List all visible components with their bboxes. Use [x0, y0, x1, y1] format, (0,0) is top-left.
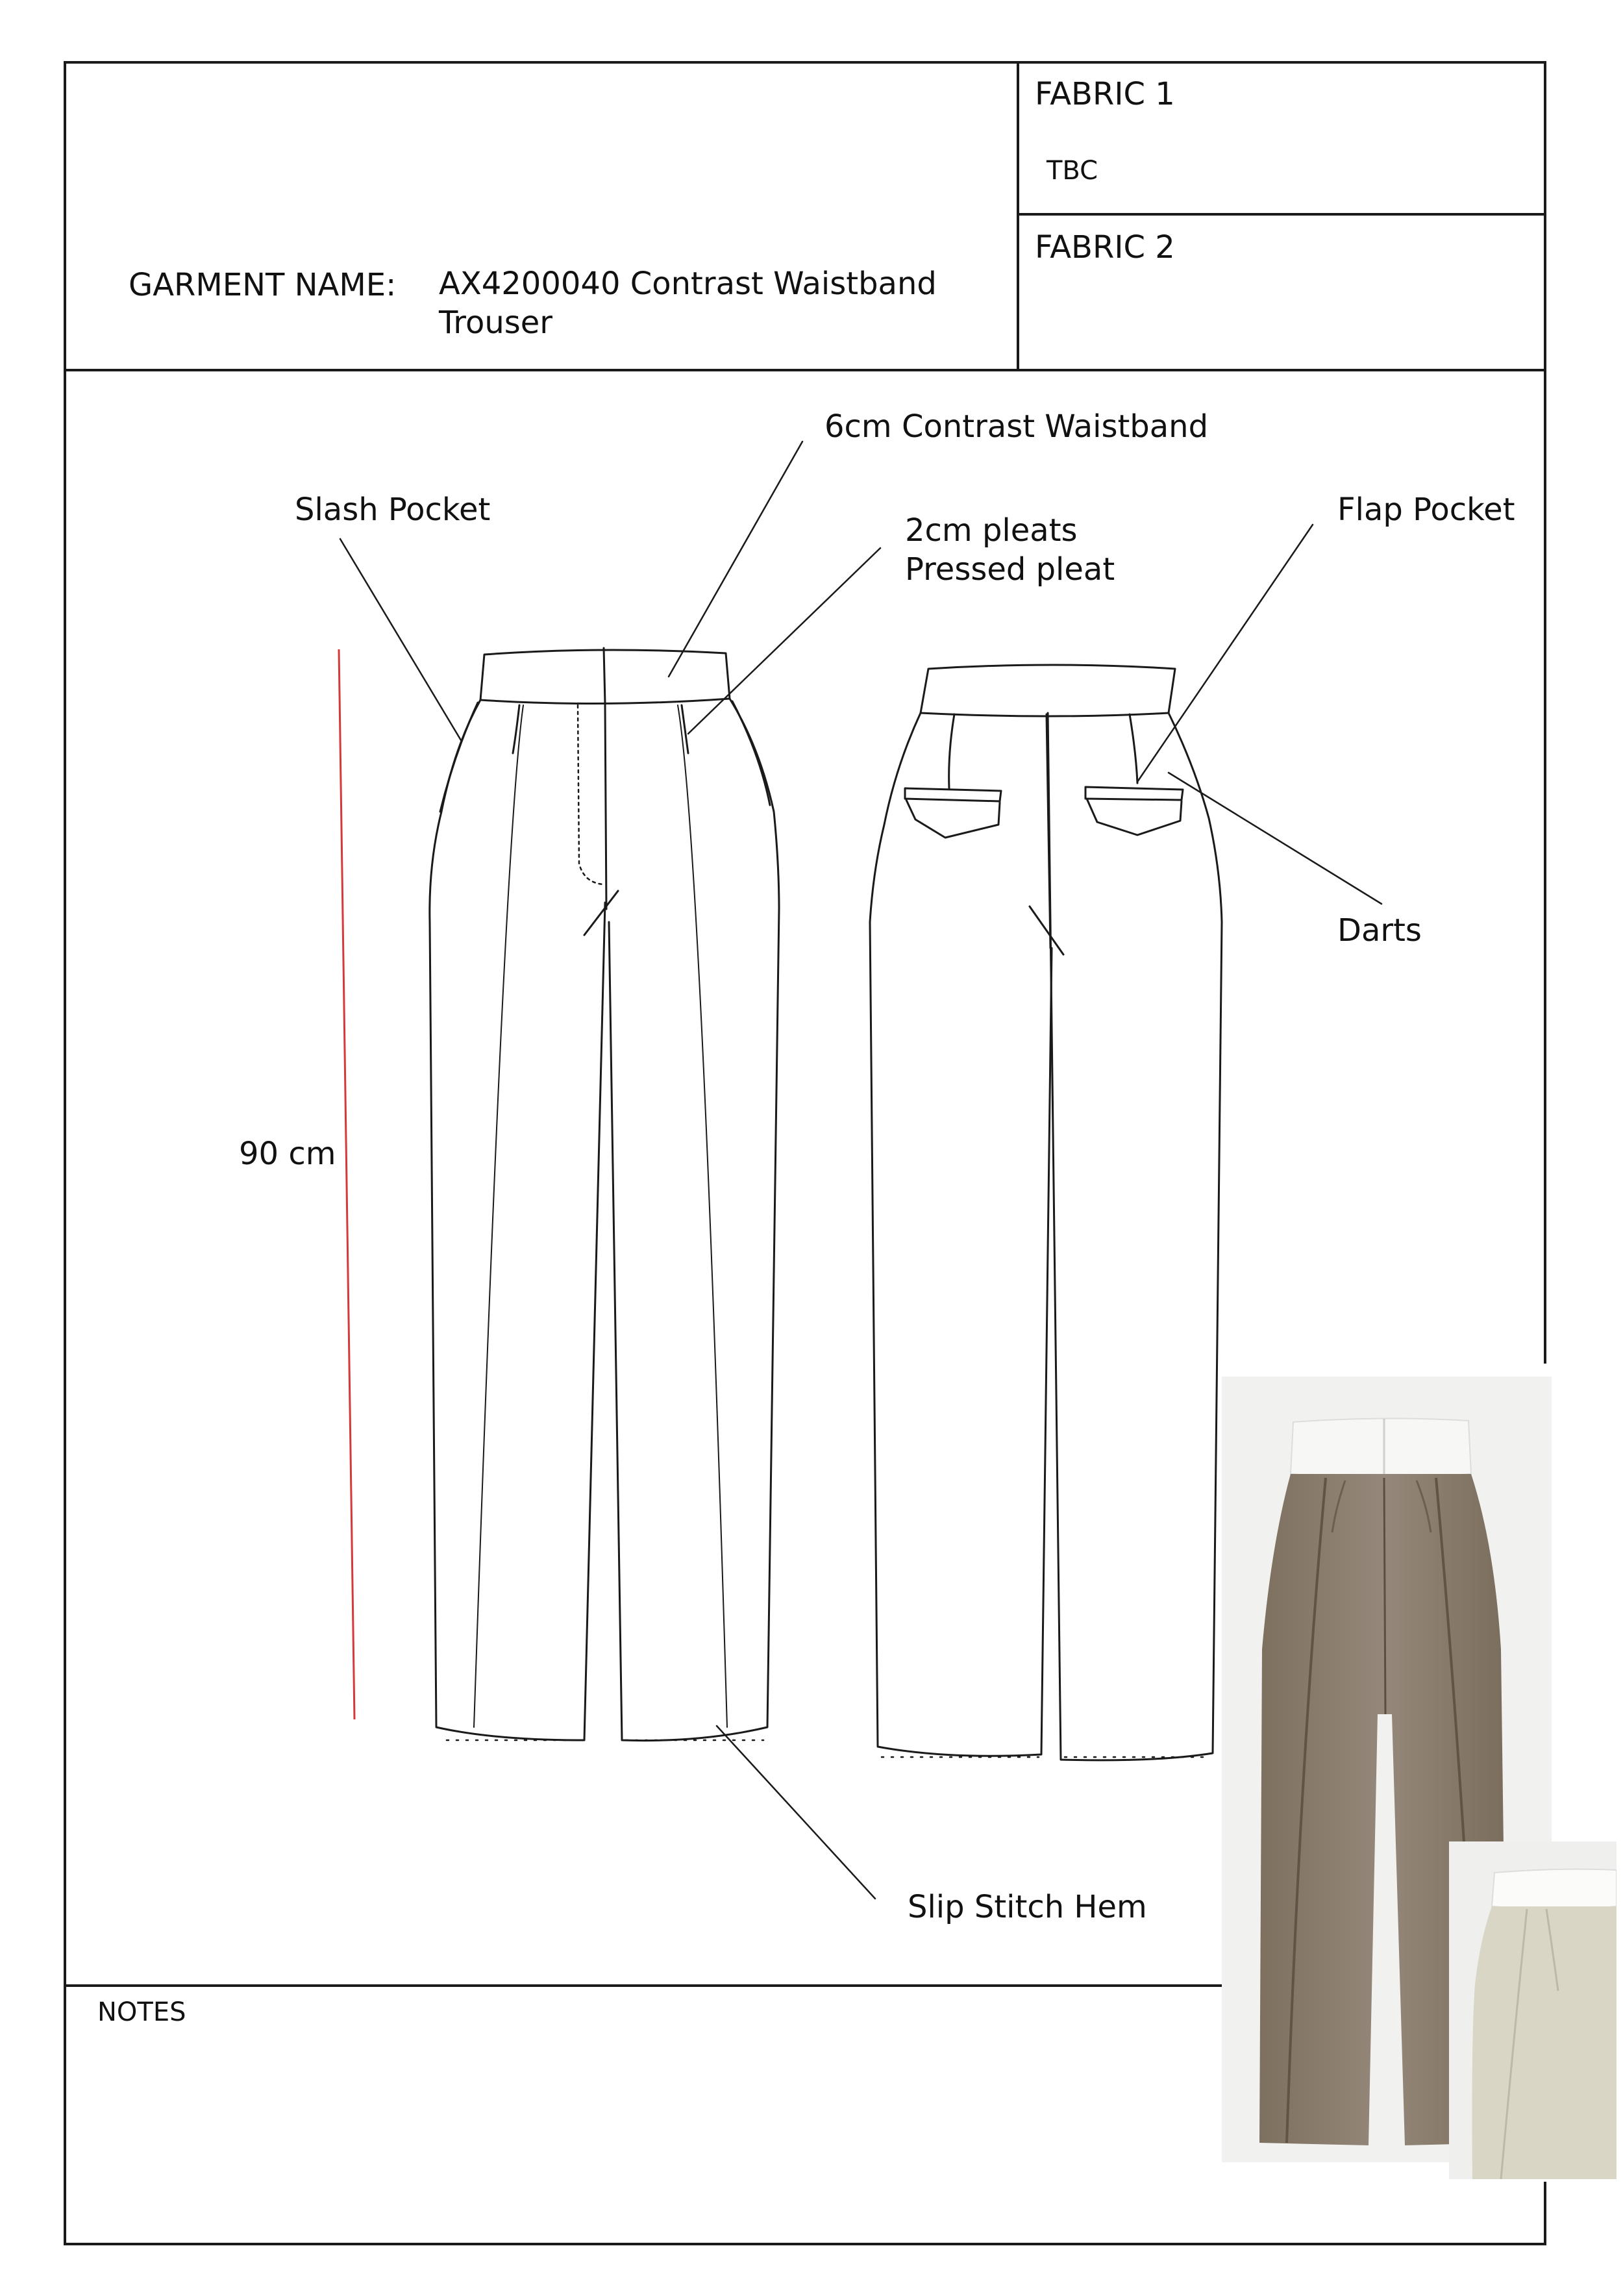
- back-dart-left: [949, 714, 954, 788]
- darts-label: Darts: [1337, 912, 1422, 949]
- leader-pleats: [688, 548, 880, 734]
- leader-waistband: [669, 442, 802, 677]
- hem-label: Slip Stitch Hem: [908, 1889, 1147, 1925]
- back-trouser: [870, 665, 1222, 1760]
- cream-trouser-photo-icon: [1449, 1841, 1617, 2179]
- leader-hem: [717, 1726, 875, 1899]
- slash-pocket-label: Slash Pocket: [295, 492, 491, 528]
- garment-name-line1: AX4200040 Contrast Waistband: [439, 266, 937, 302]
- back-waistband: [921, 665, 1175, 716]
- front-pleat-right: [678, 705, 727, 1727]
- pleats-label-line2: Pressed pleat: [905, 551, 1115, 588]
- garment-name-line2: Trouser: [439, 305, 553, 341]
- back-left-leg: [870, 713, 1052, 1756]
- back-flap-pocket-left: [905, 788, 1001, 801]
- leader-slash-pocket: [340, 539, 461, 740]
- back-flap-pocket-right: [1085, 787, 1183, 800]
- back-right-leg: [1048, 713, 1222, 1760]
- leader-flap-pocket: [1137, 525, 1313, 782]
- front-slash-pocket-right: [732, 701, 770, 805]
- pleats-label-line1: 2cm pleats: [905, 512, 1078, 549]
- fabric2-label: FABRIC 2: [1035, 229, 1175, 266]
- back-dart-right: [1130, 714, 1137, 783]
- leader-darts: [1169, 773, 1381, 904]
- notes-label: NOTES: [97, 1997, 186, 2027]
- waistband-label: 6cm Contrast Waistband: [824, 408, 1209, 445]
- flap-pocket-label: Flap Pocket: [1337, 492, 1515, 528]
- fabric1-label: FABRIC 1: [1035, 76, 1175, 112]
- front-right-leg: [609, 699, 779, 1741]
- garment-name-label: GARMENT NAME:: [129, 267, 397, 303]
- front-pleat-left: [474, 705, 523, 1727]
- length-measure-line: [339, 649, 354, 1719]
- fabric1-value: TBC: [1047, 156, 1098, 186]
- reference-photo-cream: [1449, 1841, 1617, 2179]
- length-label: 90 cm: [239, 1136, 336, 1172]
- front-trouser: [430, 648, 779, 1741]
